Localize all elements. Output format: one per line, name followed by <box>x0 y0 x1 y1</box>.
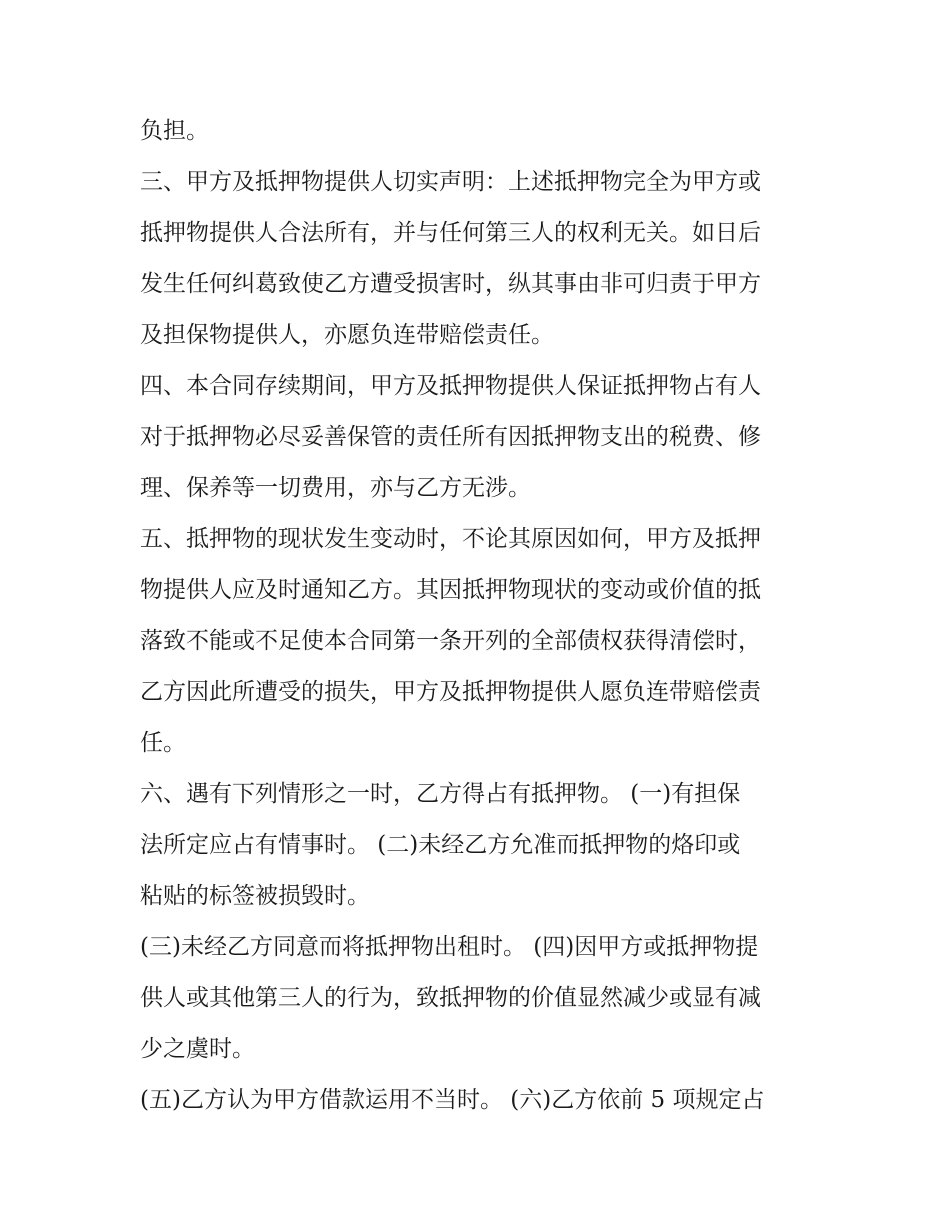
text-line: 发生任何纠葛致使乙方遭受损害时，纵其事由非可归责于甲方 <box>140 271 761 297</box>
text-line: 负担。 <box>140 118 209 144</box>
text-line: 理、保养等一切费用，亦与乙方无涉。 <box>140 475 531 501</box>
text-line: 及担保物提供人，亦愿负连带赔偿责任。 <box>140 322 554 348</box>
text-line: 少之虞时。 <box>140 1036 255 1062</box>
text-line: 粘贴的标签被损毁时。 <box>140 883 370 909</box>
text-line: (五)乙方认为甲方借款运用不当时。 (六)乙方依前 5 项规定占 <box>140 1087 765 1113</box>
text-line: 六、遇有下列情形之一时，乙方得占有抵押物。 (一)有担保 <box>140 781 741 807</box>
text-line: (三)未经乙方同意而将抵押物出租时。 (四)因甲方或抵押物提 <box>140 934 759 960</box>
text-line: 供人或其他第三人的行为，致抵押物的价值显然减少或显有减 <box>140 985 761 1011</box>
text-line: 物提供人应及时通知乙方。其因抵押物现状的变动或价值的抵 <box>140 577 761 603</box>
text-line: 对于抵押物必尽妥善保管的责任所有因抵押物支出的税费、修 <box>140 424 761 450</box>
text-line: 三、甲方及抵押物提供人切实声明：上述抵押物完全为甲方或 <box>140 169 761 195</box>
text-line: 任。 <box>140 730 186 756</box>
text-line: 乙方因此所遭受的损失，甲方及抵押物提供人愿负连带赔偿责 <box>140 679 761 705</box>
text-line: 落致不能或不足使本合同第一条开列的全部债权获得清偿时， <box>140 628 761 654</box>
text-line: 四、本合同存续期间，甲方及抵押物提供人保证抵押物占有人 <box>140 373 761 399</box>
text-line: 抵押物提供人合法所有，并与任何第三人的权利无关。如日后 <box>140 220 761 246</box>
contract-text-body <box>140 106 820 1126</box>
text-line: 五、抵押物的现状发生变动时，不论其原因如何，甲方及抵押 <box>140 526 761 552</box>
text-line: 法所定应占有情事时。 (二)未经乙方允准而抵押物的烙印或 <box>140 832 741 858</box>
